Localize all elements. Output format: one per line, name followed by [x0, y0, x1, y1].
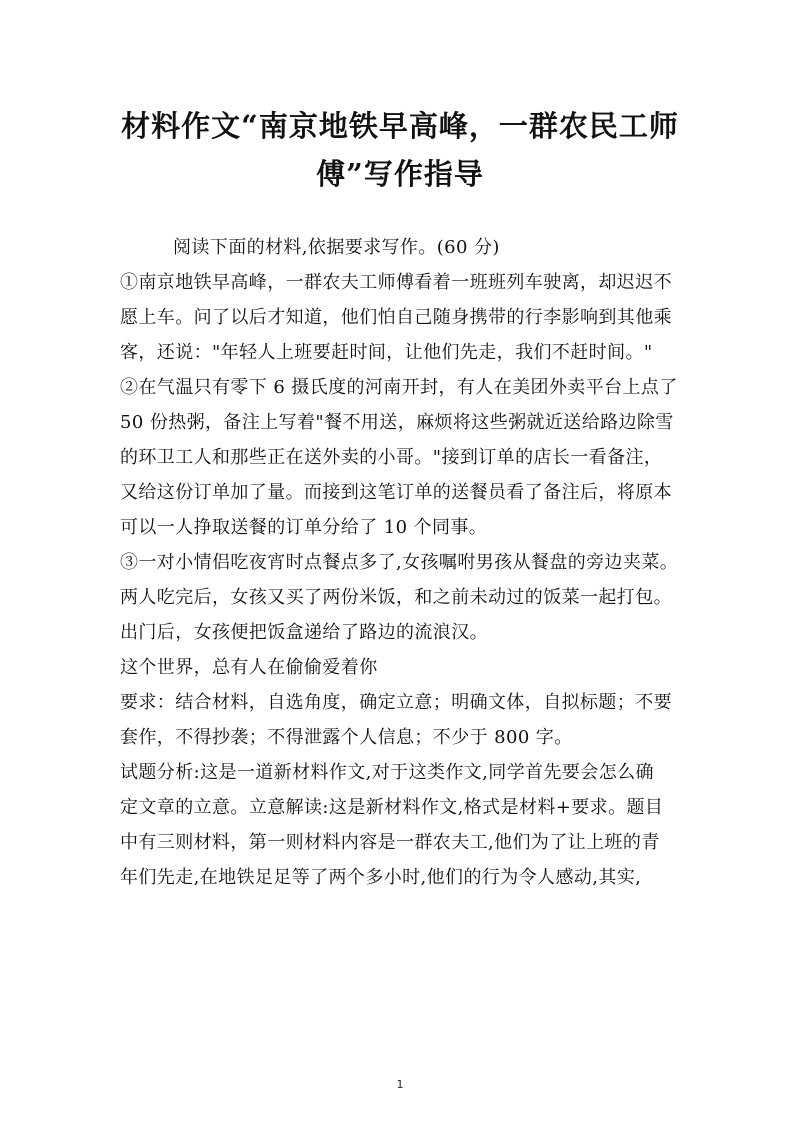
body-line: 又给这份订单加了量。而接到这笔订单的送餐员看了备注后，将原本 — [120, 482, 672, 503]
body-line: 的环卫工人和那些正在送外卖的小哥。"接到订单的店长一看备注， — [120, 447, 663, 468]
body-line: 两人吃完后，女孩又买了两份米饭，和之前未动过的饭菜一起打包。 — [120, 587, 672, 608]
analysis-line: 中有三则材料，第一则材料内容是一群农夫工,他们为了让上班的青 — [120, 832, 660, 853]
body-line: ②在气温只有零下 6 摄氏度的河南开封，有人在美团外卖平台上点了 — [120, 377, 678, 398]
document-title — [110, 102, 690, 198]
requirements-line: 要求：结合材料，自选角度，确定立意；明确文体，自拟标题；不要 — [120, 692, 672, 713]
title-line: 傅”写作指导 — [316, 157, 484, 191]
body-line: 出门后，女孩便把饭盒递给了路边的流浪汉。 — [120, 622, 488, 643]
body-line: ③一对小情侣吃夜宵时点餐点多了,女孩嘱咐男孩从餐盘的旁边夹菜。 — [120, 552, 679, 573]
page-number: 1 — [396, 1078, 404, 1091]
body-line: 愿上车。问了以后才知道，他们怕自己随身携带的行李影响到其他乘 — [120, 307, 672, 328]
analysis-line: 定文章的立意。立意解读:这是新材料作文,格式是材料+要求。题目 — [120, 797, 664, 818]
requirements-line: 套作，不得抄袭；不得泄露个人信息；不少于 800 字。 — [120, 727, 573, 748]
body-line: ①南京地铁早高峰，一群农夫工师傅看着一班班列车驶离，却迟迟不 — [120, 272, 672, 293]
body-line: 可以一人挣取送餐的订单分给了 10 个同事。 — [120, 517, 488, 538]
prompt-intro: 阅读下面的材料,依据要求写作。(60 分) — [173, 237, 500, 258]
body-line: 50 份热粥，备注上写着"餐不用送，麻烦将这些粥就近送给路边除雪 — [120, 412, 674, 433]
body-line: 客，还说："年轻人上班要赶时间，让他们先走，我们不赶时间。" — [120, 342, 653, 363]
body-line: 这个世界，总有人在偷偷爱着你 — [120, 657, 378, 678]
analysis-line: 试题分析:这是一道新材料作文,对于这类作文,同学首先要会怎么确 — [120, 762, 654, 783]
document-body — [120, 230, 690, 895]
title-line: 材料作文“南京地铁早高峰，一群农民工师 — [121, 109, 679, 143]
analysis-line: 年们先走,在地铁足足等了两个多小时,他们的行为令人感动,其实, — [120, 867, 642, 888]
